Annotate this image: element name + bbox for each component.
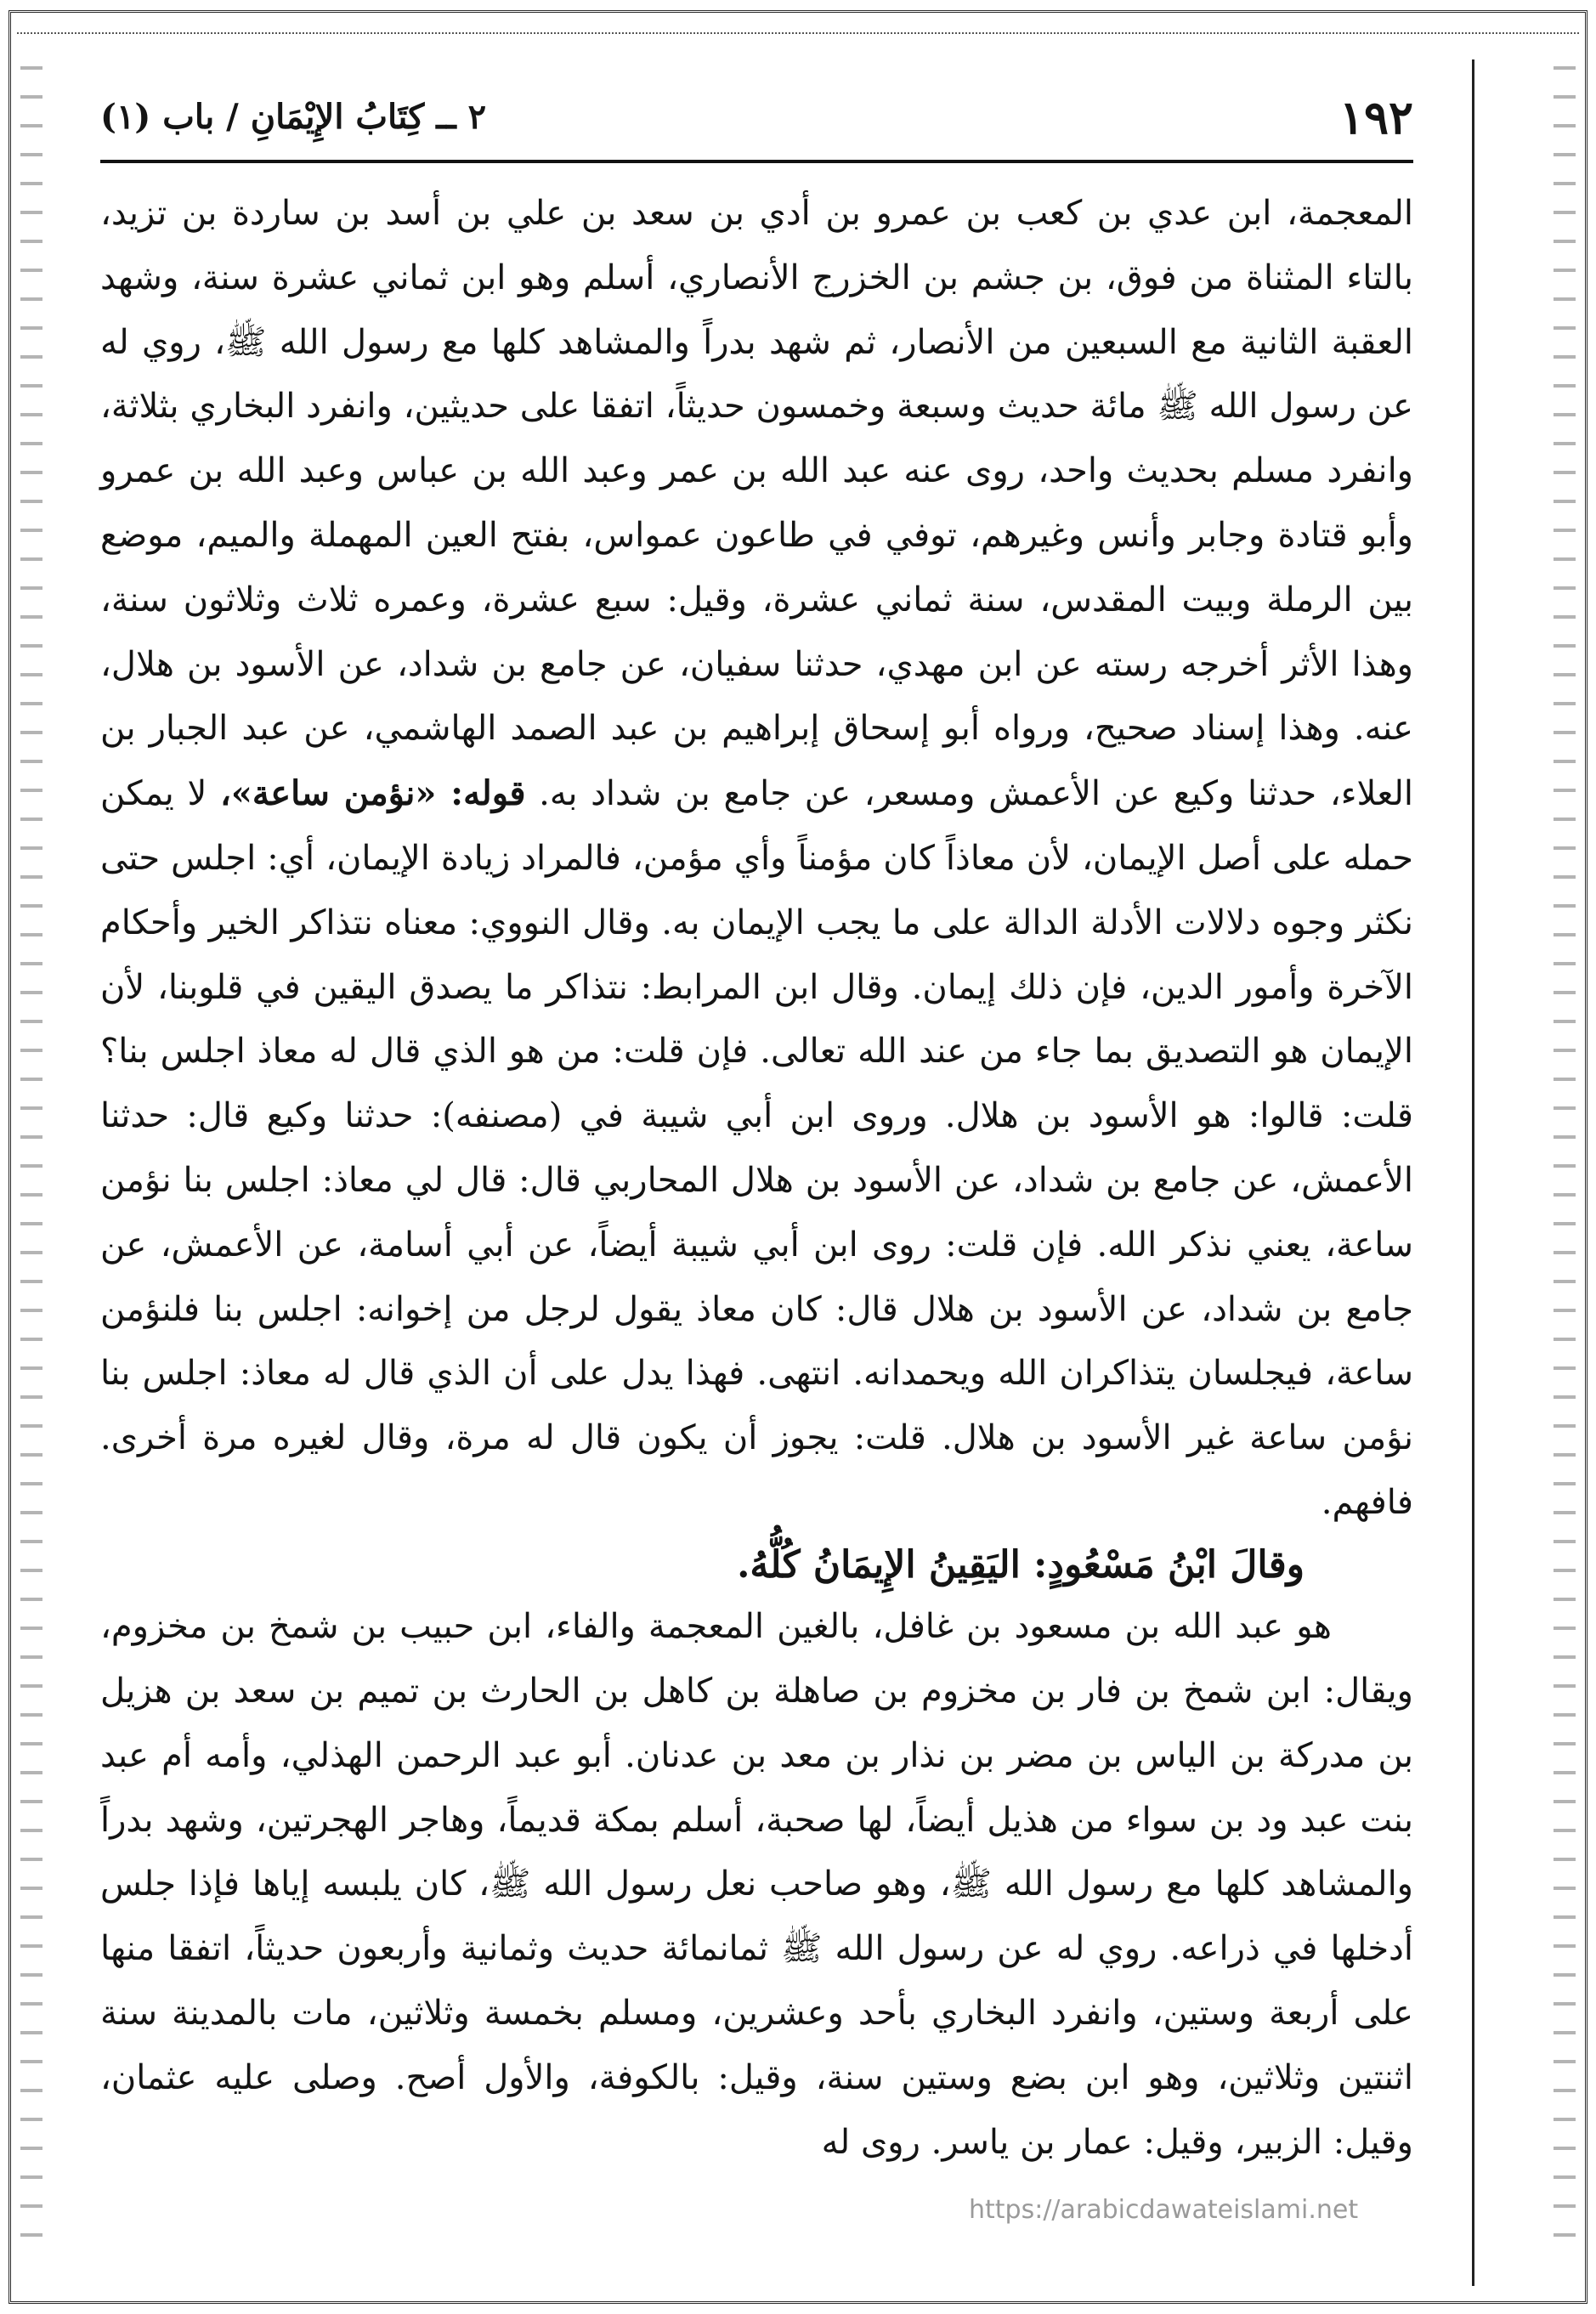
paragraph-text: لا يمكن حمله على أصل الإيمان، لأن معاذاً كان مؤمناً وأي مؤمن، فالمراد زيادة الإيمان، أي: اجلس حتى نكثر وجوه دلالات الأدلة الدالة على ما يجب الإيمان به. وقال النووي: معناه نتذاكر الخير وأحكام الآخرة وأمور الدين، فإن ذلك إيمان. وقال ابن المرابط: نتذاكر ما يصدق اليقين في قلوبنا، لأن الإيمان هو التصديق بما جاء من عند الله تعالى. فإن قلت: من هو الذي قال له معاذ اجلس بنا؟ قلت: قالوا: هو الأسود بن هلال. وروى ابن أبي شيبة في (مصنفه): حدثنا وكيع قال: حدثنا الأعمش، عن جامع بن شداد، عن الأسود بن هلال المحاربي قال: قال لي معاذ: اجلس بنا نؤمن ساعة، يعني نذكر الله. فإن قلت: روى ابن أبي شيبة أيضاً، عن أبي أسامة، عن الأعمش، عن جامع بن شداد، عن الأسود بن هلال قال: كان معاذ يقول لرجل من إخوانه: اجلس بنا فلنؤمن ساعة، فيجلسان يتذاكران الله ويحمدانه. انتهى. فهذا يدل على أن الذي قال له معاذ: اجلس بنا نؤمن ساعة غير الأسود بن هلال. قلت: يجوز أن يكون قال له مرة، وقال لغيره مرة أخرى. فافهم. [100,774,1413,1522]
commentary-paragraph-1 [100,182,1413,1536]
running-title: ٢ ــ كِتَابُ الإِيْمَانِ / باب (١) [100,97,487,137]
commentary-paragraph-2: هو عبد الله بن مسعود بن غافل، بالغين المعجمة والفاء، ابن حبيب بن شمخ بن مخزوم، ويقال: ابن شمخ بن فار بن مخزوم بن صاهلة بن كاهل بن الحارث بن تميم بن سعد بن هزيل بن مدركة بن الياس بن مضر بن نذار بن معد بن عدنان. أبو عبد الرحمن الهذلي، وأمه أم عبد بنت عبد ود بن سواء من هذيل أيضاً، لها صحبة، أسلم بمكة قديماً، وهاجر الهجرتين، وشهد بدراً والمشاهد كلها مع رسول الله ﷺ، وهو صاحب نعل رسول الله ﷺ، كان يلبسه إياها فإذا جلس أدخلها في ذراعه. روي له عن رسول الله ﷺ ثمانمائة حديث وثمانية وأربعون حديثاً، اتفقا منها على أربعة وستين، وانفرد البخاري بأحد وعشرين، ومسلم بخمسة وثلاثين، مات بالمدينة سنة اثنتين وثلاثين، وهو ابن بضع وستين سنة، وقيل: بالكوفة، والأول أصح. وصلى عليه عثمان، وقيل: الزبير، وقيل: عمار بن ياسر. روى له [100,1607,1413,2162]
watermark: https://arabicdawateislami.net [969,2195,1359,2225]
qawluhu-heading: قوله: «نؤمن ساعة»، [219,773,526,814]
decorative-right-border [1554,51,1576,2260]
header-rule [100,160,1413,163]
hadith-quote: وقالَ ابْنُ مَسْعُودٍ: اليَقِينُ الإِيمَانُ كُلُّهُ. [737,1542,1305,1587]
page-number: ١٩٢ [1338,90,1413,144]
decorative-left-border [20,51,42,2260]
decorative-top-border [17,20,1579,34]
page-header [100,85,1413,170]
page-body [100,182,1413,2175]
paragraph-text: المعجمة، ابن عدي بن كعب بن عمرو بن أدي بن سعد بن علي بن أسد بن ساردة بن تزيد، بالتاء المثناة من فوق، بن جشم بن الخزرج الأنصاري، أسلم وهو ابن ثماني عشرة سنة، وشهد العقبة الثانية مع السبعين من الأنصار، ثم شهد بدراً والمشاهد كلها مع رسول الله ﷺ، روي له عن رسول الله ﷺ مائة حديث وسبعة وخمسون حديثاً، اتفقا على حديثين، وانفرد البخاري بثلاثة، وانفرد مسلم بحديث واحد، روى عنه عبد الله بن عمر وعبد الله بن عباس وعبد الله بن عمرو وأبو قتادة وجابر وأنس وغيرهم، توفي في طاعون عمواس، بفتح العين المهملة والميم، موضع بين الرملة وبيت المقدس، سنة ثماني عشرة، وقيل: سبع عشرة، وعمره ثلاث وثلاثون سنة، وهذا الأثر أخرجه رسته عن ابن مهدي، حدثنا سفيان، عن جامع بن شداد، عن الأسود بن هلال، عنه. وهذا إسناد صحيح، ورواه أبو إسحاق إبراهيم بن عبد الصمد الهاشمي، عن عبد الجبار بن العلاء، حدثنا وكيع عن الأعمش ومسعر، عن جامع بن شداد به. [100,194,1414,814]
